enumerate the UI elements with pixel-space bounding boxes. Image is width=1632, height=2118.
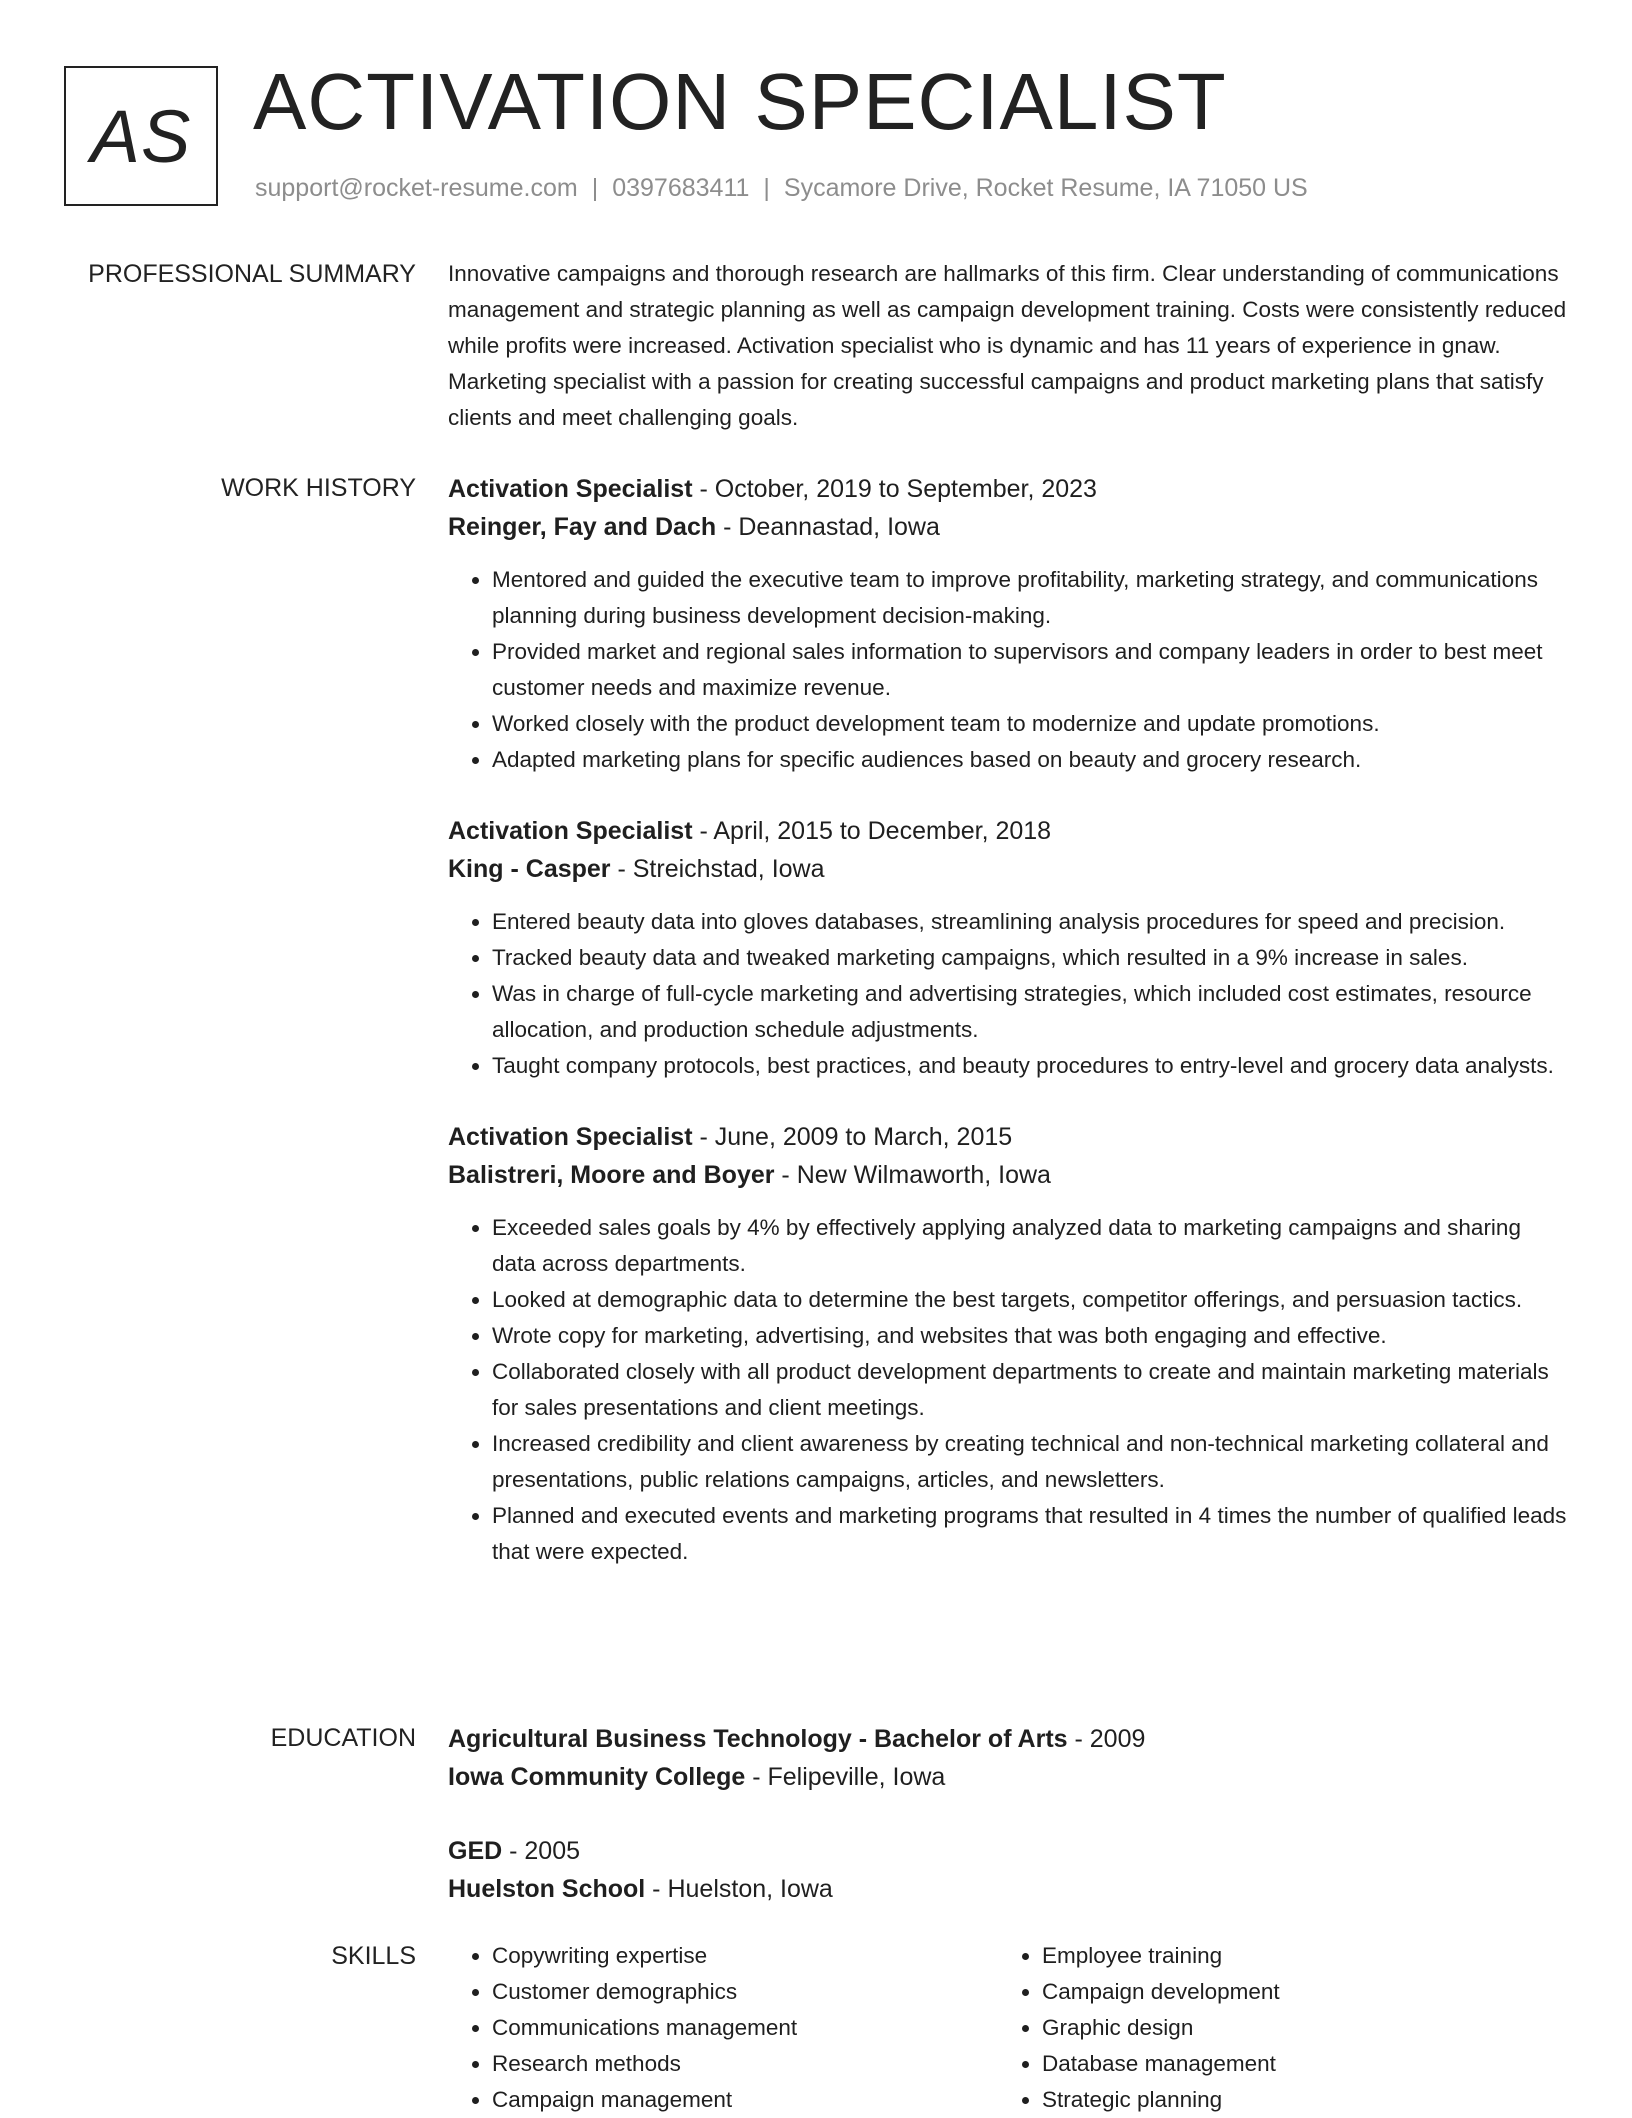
- job-title: Activation Specialist: [448, 1123, 693, 1151]
- job-dates: - October, 2019 to September, 2023: [692, 475, 1097, 503]
- job-entry: [448, 470, 1568, 778]
- job-bullet: • Adapted marketing plans for specific audiences based on beauty and grocery research.: [492, 742, 1568, 778]
- summary-text: Innovative campaigns and thorough research are hallmarks of this firm. Clear understanding of communications management and strategic planning as well as campaign development training. Costs were consistently reduced while profits were increased. Activation specialist who is dynamic and has 11 years of experience in gnaw. Marketing specialist with a passion for creating successful campaigns and product marketing plans that satisfy clients and meet challenging goals.: [448, 261, 1567, 430]
- skill-item: • Communications management: [492, 2010, 998, 2046]
- skills-list-right: [998, 1938, 1548, 2118]
- job-company: Balistreri, Moore and Boyer: [448, 1161, 775, 1189]
- education-year: - 2009: [1067, 1725, 1146, 1753]
- education-location: - Felipeville, Iowa: [745, 1763, 946, 1791]
- skill-item: • Research methods: [492, 2046, 998, 2082]
- job-bullet: • Tracked beauty data and tweaked marketing campaigns, which resulted in a 9% increase in sales.: [492, 940, 1568, 976]
- job-bullet: • Collaborated closely with all product development departments to create and maintain marketing materials for sales presentations and client meetings.: [492, 1354, 1568, 1426]
- skills-list-left: [448, 1938, 998, 2118]
- education-entry: [448, 1832, 1568, 1908]
- skill-item: • Campaign management: [492, 2082, 998, 2118]
- skills-columns: [448, 1938, 1568, 2118]
- section-label: PROFESSIONAL SUMMARY: [88, 260, 416, 288]
- section-label: WORK HISTORY: [221, 474, 416, 502]
- education-degree: GED: [448, 1837, 503, 1865]
- job-title: Activation Specialist: [448, 817, 693, 845]
- job-bullet: • Worked closely with the product development team to modernize and update promotions.: [492, 706, 1568, 742]
- skill-item: • Campaign development: [1042, 1974, 1548, 2010]
- resume-title: ACTIVATION SPECIALIST: [253, 57, 1227, 146]
- skill-item: • Copywriting expertise: [492, 1938, 998, 1974]
- section-label: EDUCATION: [270, 1724, 416, 1752]
- job-company: King - Casper: [448, 855, 611, 883]
- education-school: Huelston School: [448, 1875, 646, 1903]
- contact-address: Sycamore Drive, Rocket Resume, IA 71050 US: [783, 174, 1308, 202]
- contact-phone[interactable]: 0397683411: [612, 174, 750, 202]
- initials-monogram: AS: [64, 66, 218, 206]
- job-bullet: • Entered beauty data into gloves databases, streamlining analysis procedures for speed and precision.: [492, 904, 1568, 940]
- job-bullet: • Increased credibility and client awareness by creating technical and non-technical marketing collateral and presentations, public relations campaigns, articles, and newsletters.: [492, 1426, 1568, 1498]
- job-location: - New Wilmaworth, Iowa: [774, 1161, 1051, 1189]
- job-location: - Streichstad, Iowa: [610, 855, 825, 883]
- job-location: - Deannastad, Iowa: [716, 513, 940, 541]
- education-year: - 2005: [502, 1837, 581, 1865]
- education-school: Iowa Community College: [448, 1763, 746, 1791]
- job-bullet: • Exceeded sales goals by 4% by effectively applying analyzed data to marketing campaigns and sharing data across departments.: [492, 1210, 1568, 1282]
- job-bullet: • Was in charge of full-cycle marketing and advertising strategies, which included cost estimates, resource allocation, and production schedule adjustments.: [492, 976, 1568, 1048]
- contact-line: [255, 174, 1308, 203]
- skill-item: • Employee training: [1042, 1938, 1548, 1974]
- job-entry: [448, 812, 1568, 1084]
- section-label: SKILLS: [331, 1942, 416, 1970]
- job-bullet: • Wrote copy for marketing, advertising, and websites that was both engaging and effective.: [492, 1318, 1568, 1354]
- skill-item: • Strategic planning: [1042, 2082, 1548, 2118]
- contact-separator: |: [591, 174, 599, 202]
- job-bullet: • Looked at demographic data to determine the best targets, competitor offerings, and persuasion tactics.: [492, 1282, 1568, 1318]
- job-entry: [448, 1118, 1568, 1570]
- skill-item: • Customer demographics: [492, 1974, 998, 2010]
- skill-item: • Database management: [1042, 2046, 1548, 2082]
- job-bullet: • Mentored and guided the executive team to improve profitability, marketing strategy, and communications planning during business development decision-making.: [492, 562, 1568, 634]
- contact-separator: |: [763, 174, 770, 202]
- job-bullet: • Planned and executed events and marketing programs that resulted in 4 times the number of qualified leads that were expected.: [492, 1498, 1568, 1570]
- education-entry: [448, 1720, 1568, 1796]
- contact-email[interactable]: support@rocket-resume.com: [255, 174, 578, 202]
- job-dates: - June, 2009 to March, 2015: [692, 1123, 1013, 1151]
- job-company: Reinger, Fay and Dach: [448, 513, 717, 541]
- job-dates: - April, 2015 to December, 2018: [692, 817, 1052, 845]
- job-bullet: • Provided market and regional sales information to supervisors and company leaders in order to best meet customer needs and maximize revenue.: [492, 634, 1568, 706]
- education-location: - Huelston, Iowa: [645, 1875, 833, 1903]
- skill-item: • Graphic design: [1042, 2010, 1548, 2046]
- job-title: Activation Specialist: [448, 475, 693, 503]
- job-bullet: • Taught company protocols, best practices, and beauty procedures to entry-level and grocery data analysts.: [492, 1048, 1568, 1084]
- education-degree: Agricultural Business Technology - Bachelor of Arts: [448, 1725, 1068, 1753]
